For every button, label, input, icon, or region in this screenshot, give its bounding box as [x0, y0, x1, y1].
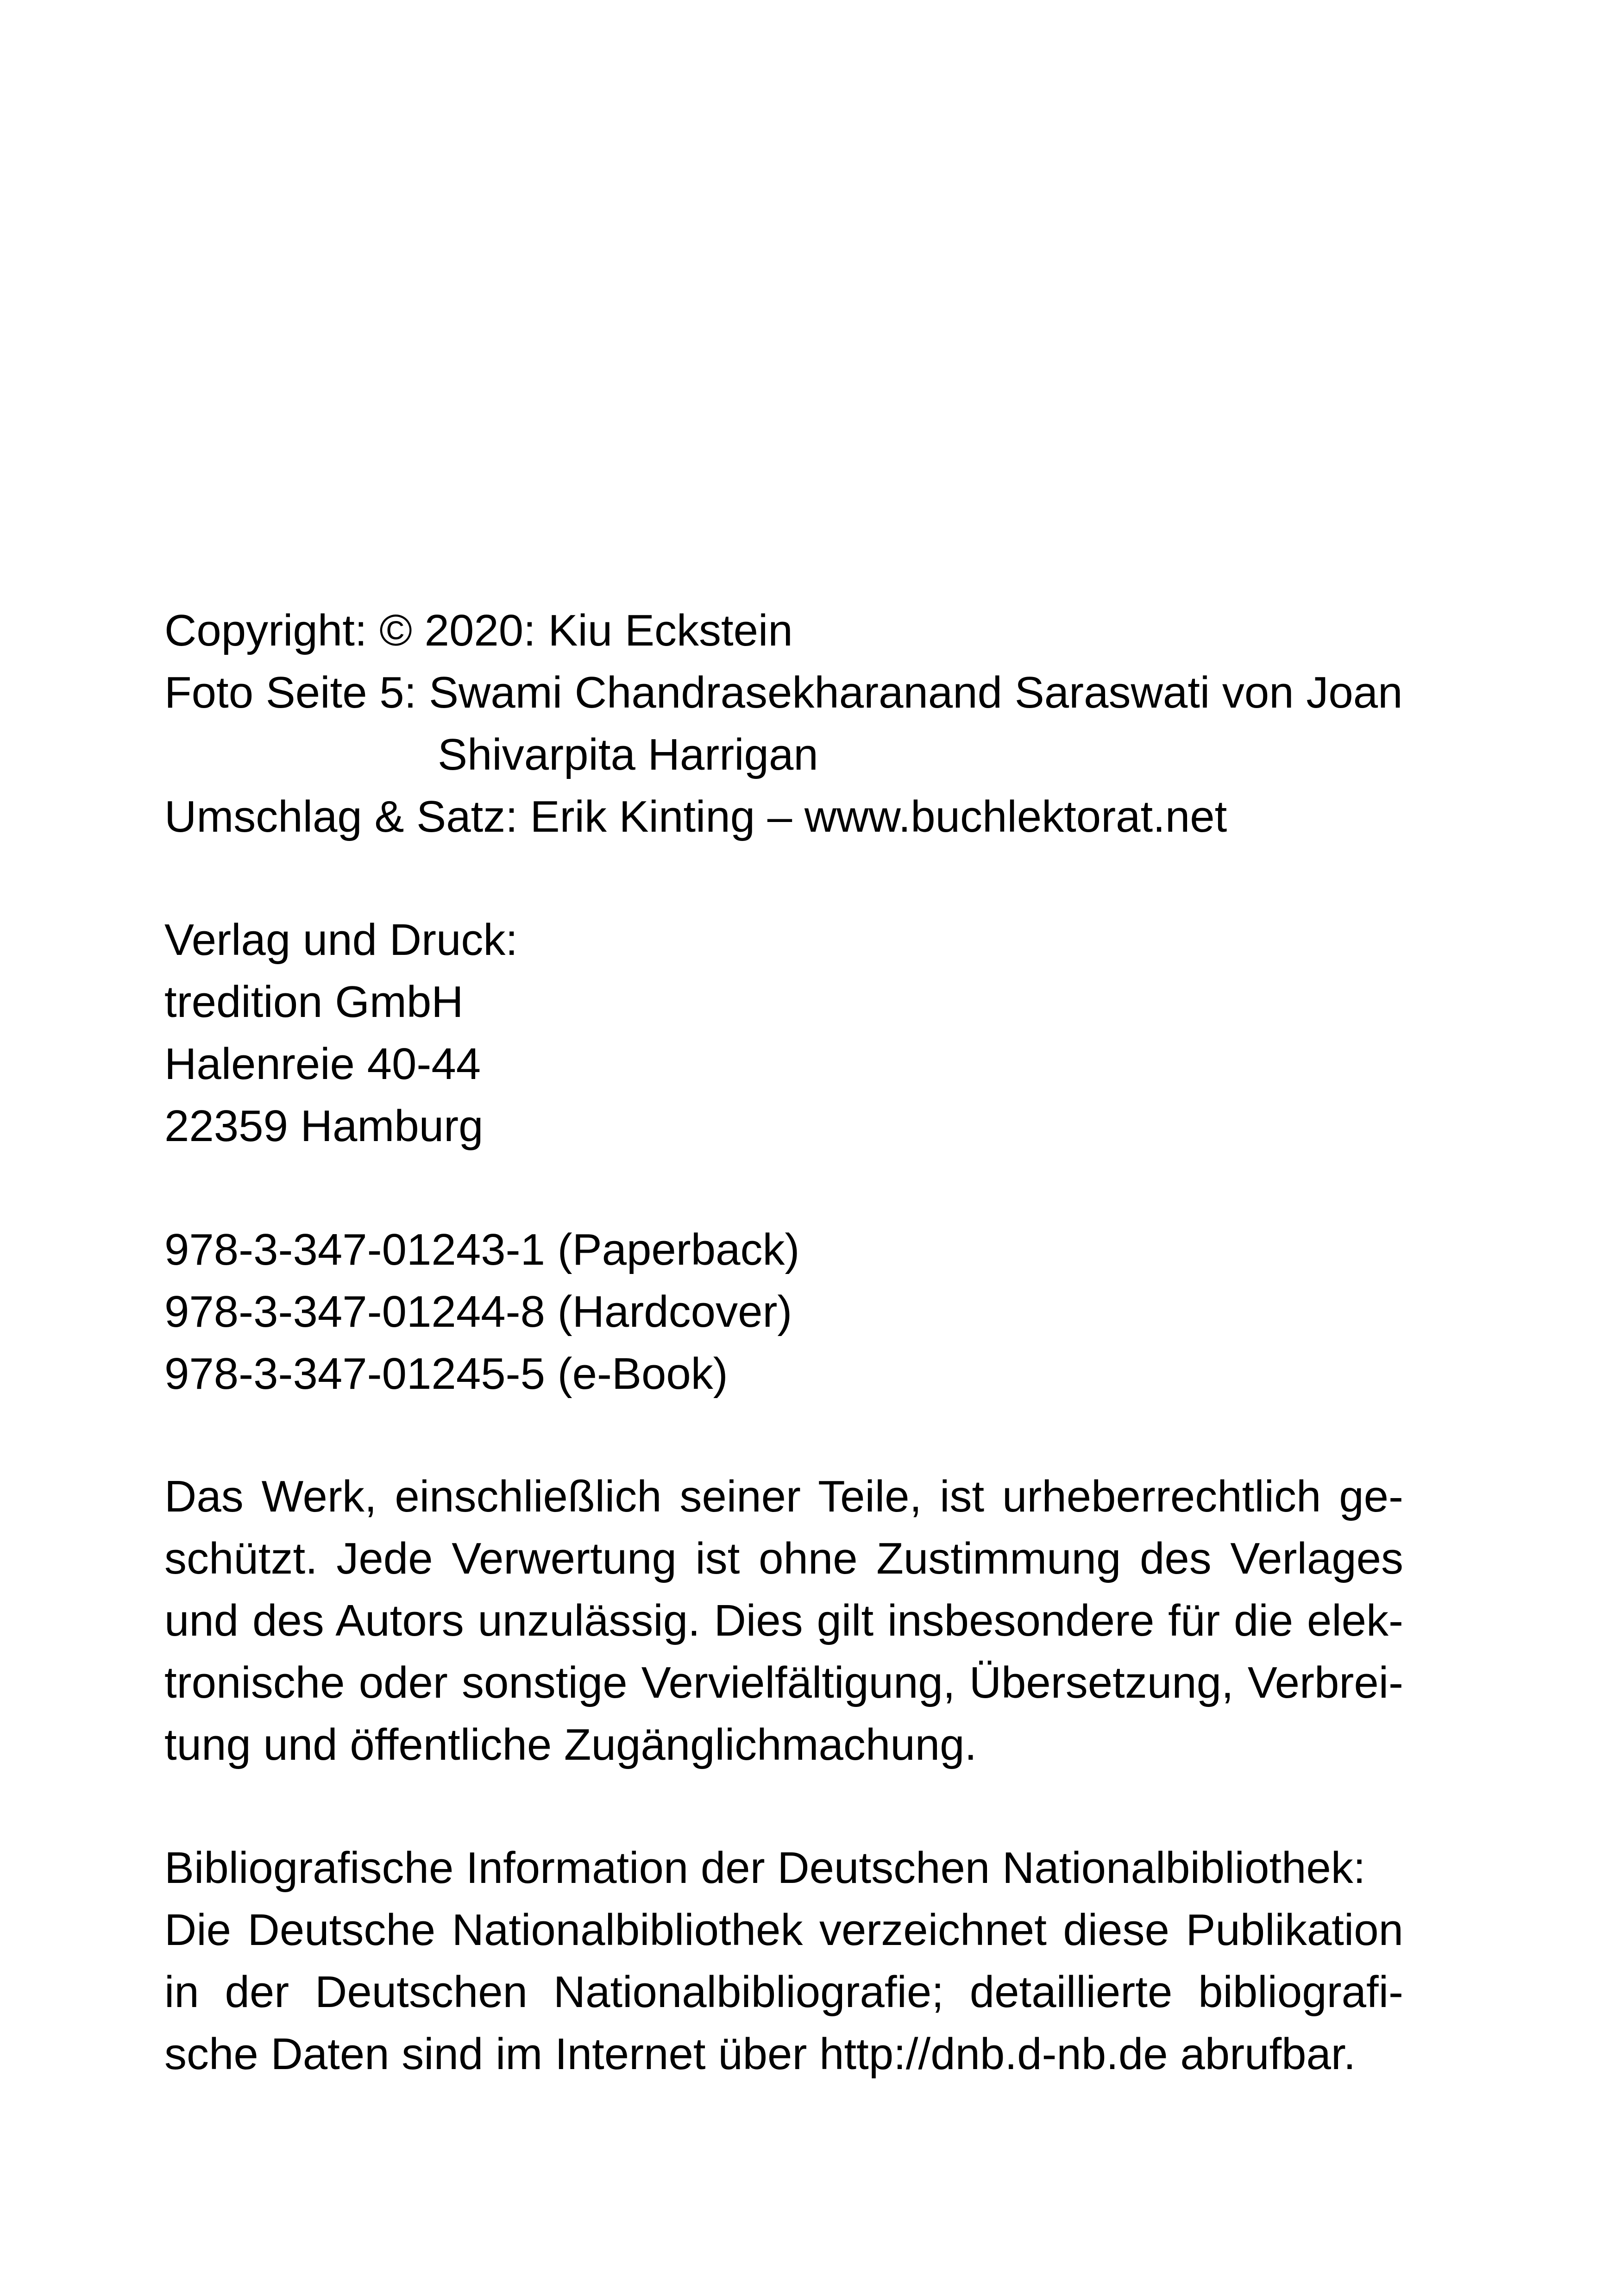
copyright-notice-line: schützt. Jede Verwertung ist ohne Zustimmung des Verlages	[164, 1534, 1403, 1583]
publisher-address	[164, 909, 1403, 1157]
copyright-notice-line: tung und öffentliche Zugänglichmachung.	[164, 1720, 977, 1769]
bibliographic-line: Die Deutsche Nationalbibliothek verzeichnet diese Publikation	[164, 1905, 1403, 1955]
bibliographic-line: in der Deutschen Nationalbibliografie; detaillierte bibliografi-	[164, 1967, 1403, 2017]
bibliographic-information	[164, 1837, 1403, 2085]
copyright-notice-line: tronische oder sonstige Vervielfältigung, Übersetzung, Verbrei-	[164, 1658, 1403, 1707]
photo-credit-line: Foto Seite 5: Swami Chandrasekharanand Saraswati von Joan	[164, 668, 1403, 717]
bibliographic-line: sche Daten sind im Internet über http://dnb.d-nb.de abrufbar.	[164, 2029, 1356, 2079]
copyright-line: Copyright: © 2020: Kiu Eckstein	[164, 606, 793, 655]
isbn-hardcover: 978-3-347-01244-8 (Hardcover)	[164, 1287, 792, 1336]
copyright-notice-line: und des Autors unzulässig. Dies gilt insbesondere für die elek-	[164, 1596, 1403, 1645]
copyright-notice-line: Das Werk, einschließlich seiner Teile, ist urheberrechtlich ge-	[164, 1472, 1403, 1521]
cover-credit-line: Umschlag & Satz: Erik Kinting – www.buchlektorat.net	[164, 792, 1227, 841]
publisher-name: tredition GmbH	[164, 977, 464, 1027]
copyright-notice	[164, 1466, 1403, 1776]
publisher-street: Halenreie 40-44	[164, 1039, 481, 1089]
bibliographic-heading: Bibliografische Information der Deutschen Nationalbibliothek:	[164, 1843, 1366, 1893]
publisher-city: 22359 Hamburg	[164, 1101, 484, 1151]
photo-credit-continuation: Shivarpita Harrigan	[438, 730, 818, 779]
credits-block	[164, 600, 1403, 848]
isbn-paperback: 978-3-347-01243-1 (Paperback)	[164, 1225, 800, 1274]
publisher-heading: Verlag und Druck:	[164, 915, 518, 965]
isbn-list	[164, 1219, 1403, 1405]
isbn-ebook: 978-3-347-01245-5 (e-Book)	[164, 1349, 728, 1399]
